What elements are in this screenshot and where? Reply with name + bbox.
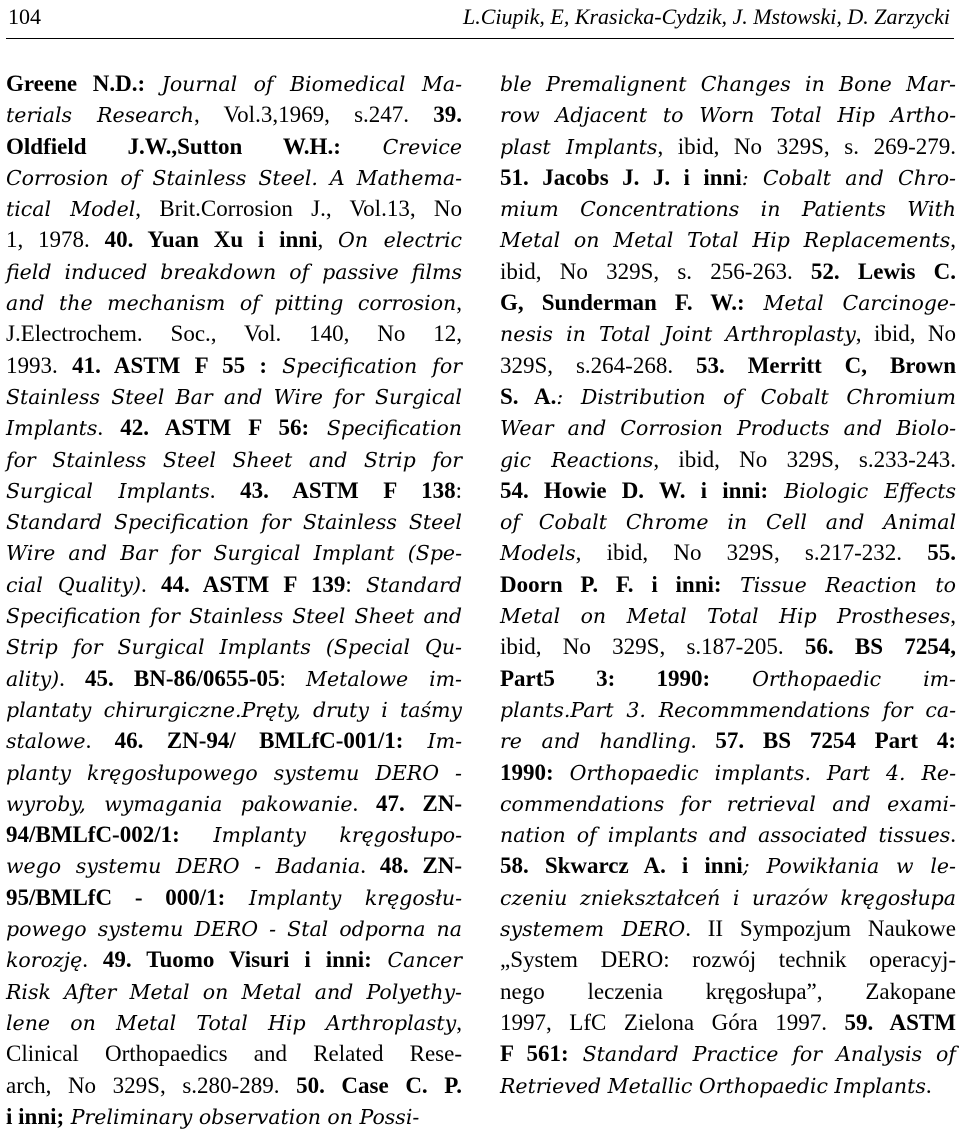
reference-line — [6, 788, 462, 819]
text-run: 46. ZN-94/ BMLfC-001/1: — [114, 728, 404, 754]
reference-line — [500, 412, 956, 443]
text-run: , Brit.Corrosion J., Vol.13, No — [135, 196, 462, 222]
text-run: Biologic Effects — [768, 478, 956, 503]
text-run: Part5 3: 1990: — [500, 665, 711, 691]
reference-line — [6, 287, 462, 318]
text-run: Orthopaedic implants. Part 4. Re- — [553, 760, 956, 785]
text-run: Implanty kręgosłu- — [225, 885, 462, 910]
text-run: tical Model — [6, 197, 136, 222]
reference-line — [500, 350, 956, 381]
reference-line — [500, 537, 956, 568]
text-run: Risk After Metal on Metal and Polyethy- — [6, 979, 462, 1004]
text-run: . — [141, 571, 161, 597]
text-run: Metal on Metal Total Hip Prostheses — [500, 604, 951, 629]
text-run: of Cobalt Chrome in Cell and Animal — [500, 510, 956, 535]
text-run: Crevice — [340, 134, 462, 159]
reference-line — [500, 99, 956, 130]
reference-line — [500, 162, 956, 193]
text-run: planty kręgosłupowego systemu DERO - — [6, 760, 462, 785]
text-run: „System DERO: rozwój technik operacyj- — [500, 947, 956, 973]
text-run: 1997, LfC Zielona Góra 1997. — [500, 1009, 845, 1035]
text-run: Stainless Steel Bar and Wire for Surgical — [6, 384, 462, 409]
reference-line — [500, 1070, 956, 1101]
reference-line — [500, 694, 956, 725]
text-run: korozję — [6, 948, 83, 973]
text-run: : — [279, 665, 307, 691]
reference-line — [500, 475, 956, 506]
text-run: 40. Yuan Xu i inni — [104, 227, 318, 253]
reference-line — [6, 1101, 462, 1132]
running-head-authors: L.Ciupik, E, Krasicka-Cydzik, J. Mstowski, D. Zarzycki — [462, 4, 950, 29]
text-run: 39. — [433, 102, 463, 128]
text-run: , — [950, 227, 956, 253]
reference-line — [6, 976, 462, 1007]
reference-line — [500, 757, 956, 788]
reference-line — [6, 162, 462, 193]
reference-line — [6, 350, 462, 381]
text-run: . — [97, 415, 121, 441]
text-run: . — [352, 790, 376, 816]
reference-line — [6, 757, 462, 788]
text-run: Standard Practice for Analysis of — [568, 1042, 956, 1067]
reference-line — [6, 224, 462, 255]
text-run: , ibid, No — [855, 321, 956, 347]
text-run: powego systemu DERO - Stal odporna na — [6, 917, 462, 942]
text-run: , ibid, No 329S, s.233-243. — [653, 446, 956, 472]
reference-line — [500, 788, 956, 819]
text-run: terials Research — [6, 103, 194, 128]
text-run: gic Reactions — [500, 447, 654, 472]
text-run: Orthopaedic im- — [710, 666, 956, 691]
text-run: 54. Howie D. W. i inni: — [500, 477, 769, 503]
text-run: Clinical Orthopaedics and Related Rese- — [6, 1041, 462, 1067]
text-run: ibid, No 329S, s.187-205. — [500, 634, 805, 660]
text-run: Implants — [6, 416, 98, 441]
text-run: 52. Lewis C. — [810, 258, 956, 284]
text-run: , Vol.3,1969, s.247. — [193, 102, 434, 128]
text-run: Specification for — [267, 353, 462, 378]
reference-line — [500, 256, 956, 287]
reference-line — [6, 193, 462, 224]
text-run: lene on Metal Total Hip Arthroplasty — [6, 1010, 457, 1035]
text-run: 48. ZN- — [379, 853, 462, 879]
reference-line — [500, 976, 956, 1007]
text-run: , — [317, 227, 339, 253]
reference-line — [6, 819, 462, 850]
text-run: F 561: — [500, 1041, 569, 1067]
text-run: Doorn P. F. i inni: — [500, 571, 722, 597]
text-run: 1990: — [500, 759, 554, 785]
text-run: . — [82, 947, 103, 973]
reference-line — [6, 318, 462, 349]
text-run: , — [950, 603, 956, 629]
text-run: Wear and Corrosion Products and Biolo- — [500, 416, 956, 441]
reference-line — [6, 506, 462, 537]
text-run: plantaty chirurgiczne.Pręty, druty i taśmy — [6, 697, 462, 722]
text-run: plast Implants — [500, 134, 658, 159]
text-run: On electric — [338, 228, 463, 253]
text-run: 95/BMLfC - 000/1: — [6, 884, 226, 910]
text-run: 44. ASTM F 139 — [161, 571, 346, 597]
reference-line — [6, 663, 462, 694]
text-run: nesis in Total Joint Arthroplasty — [500, 322, 856, 347]
text-run: Metal on Metal Total Hip Replacements — [500, 228, 951, 253]
text-run: 50. Case C. P. — [296, 1072, 462, 1098]
text-run: 59. ASTM — [844, 1009, 956, 1035]
text-run: . — [209, 477, 241, 503]
text-run: . — [59, 665, 86, 691]
text-run: , — [456, 290, 462, 316]
text-run: Implanty kręgosłupo- — [179, 823, 462, 848]
text-run: 94/BMLfC-002/1: — [6, 822, 180, 848]
text-run: Specification — [309, 416, 462, 441]
text-run: : Distribution of Cobalt Chromium — [556, 384, 956, 409]
text-run: wyroby, wymagania pakowanie — [6, 791, 353, 816]
text-run: G, Sunderman F. W.: — [500, 290, 745, 316]
text-run: J.Electrochem. Soc., Vol. 140, No 12, — [6, 321, 462, 347]
references-right-column — [500, 68, 956, 1101]
page-number: 104 — [8, 4, 41, 29]
reference-line — [500, 506, 956, 537]
reference-line — [6, 68, 462, 99]
reference-line — [500, 569, 956, 600]
reference-line — [6, 569, 462, 600]
text-run: , ibid, No 329S, s. 269-279. — [657, 133, 956, 159]
reference-line — [500, 1038, 956, 1069]
text-run: Journal of Biomedical Ma- — [145, 72, 462, 96]
references-left-column — [6, 68, 462, 1132]
text-run: . II Sympozjum Naukowe — [685, 916, 956, 942]
text-run: , ibid, No 329S, s.217-232. — [575, 540, 928, 566]
reference-line — [6, 882, 462, 913]
text-run: Greene N.D.: — [6, 71, 146, 96]
text-run: Cancer — [371, 948, 463, 973]
text-run: Standard Specification for Stainless Steel — [6, 510, 462, 535]
text-run: . — [360, 853, 380, 879]
text-run: 1993. — [6, 352, 73, 378]
reference-line — [6, 444, 462, 475]
text-run: . — [690, 728, 716, 754]
text-run: Preliminary observation on Possi- — [64, 1104, 420, 1129]
text-run: ; Powikłania w le- — [742, 854, 956, 879]
text-run: stalowe — [6, 729, 86, 754]
text-run: ibid, No 329S, s. 256-263. — [500, 258, 811, 284]
text-run: . — [85, 728, 115, 754]
reference-line — [500, 913, 956, 944]
text-run: systemem DERO — [500, 917, 686, 942]
text-run: 42. ASTM F 56: — [120, 415, 310, 441]
text-run: cial Quality) — [6, 572, 141, 597]
reference-line — [6, 537, 462, 568]
reference-line — [6, 256, 462, 287]
text-run: : Cobalt and Chro- — [741, 165, 956, 190]
text-run: S. A. — [500, 383, 557, 409]
text-run: Surgical Implants — [6, 478, 210, 503]
reference-line — [6, 1038, 462, 1069]
reference-line — [500, 444, 956, 475]
text-run: 1, 1978. — [6, 227, 105, 253]
reference-line — [500, 631, 956, 662]
text-run: 329S, s.264-268. — [500, 352, 697, 378]
text-run: wego systemu DERO - Badania — [6, 854, 361, 879]
reference-line — [500, 193, 956, 224]
reference-line — [6, 913, 462, 944]
text-run: : — [345, 571, 367, 597]
reference-line — [500, 224, 956, 255]
text-run: ality) — [6, 666, 60, 691]
reference-line — [6, 475, 462, 506]
text-run: Strip for Surgical Implants (Special Qu- — [6, 635, 462, 660]
text-run: and the mechanism of pitting corrosion — [6, 291, 457, 316]
reference-line — [500, 725, 956, 756]
text-run: . — [925, 1072, 932, 1098]
text-run: Standard — [366, 572, 462, 597]
text-run: ble Premalignent Changes in Bone Mar- — [500, 72, 956, 96]
text-run: Metal Carcinoge- — [744, 291, 956, 316]
text-run: commendations for retrieval and exami- — [500, 791, 956, 816]
reference-line — [500, 381, 956, 412]
text-run: Tissue Reaction to — [721, 572, 956, 597]
reference-line — [500, 663, 956, 694]
reference-line — [500, 850, 956, 881]
reference-line — [6, 600, 462, 631]
reference-line — [6, 631, 462, 662]
reference-line — [500, 600, 956, 631]
text-run: Corrosion of Stainless Steel. A Mathema- — [6, 165, 462, 190]
text-run: mium Concentrations in Patients With — [500, 197, 956, 222]
text-run: 47. ZN- — [375, 790, 462, 816]
text-run: Retrieved Metallic Orthopaedic Implants — [500, 1073, 926, 1098]
text-run: 55. — [927, 540, 956, 566]
reference-line — [500, 1007, 956, 1038]
text-run: 45. BN-86/0655-05 — [85, 665, 280, 691]
text-run: 49. Tuomo Visuri i inni: — [102, 947, 372, 973]
text-run: czeniu zniekształceń i urazów kręgosłupa — [500, 885, 956, 910]
text-run: field induced breakdown of passive films — [6, 259, 462, 284]
reference-line — [6, 694, 462, 725]
text-run: , — [456, 1009, 462, 1035]
text-run: : — [455, 477, 462, 503]
text-run: for Stainless Steel Sheet and Strip for — [6, 447, 462, 472]
reference-line — [500, 68, 956, 99]
reference-line — [6, 412, 462, 443]
reference-line — [6, 725, 462, 756]
text-run: row Adjacent to Worn Total Hip Artho- — [500, 103, 956, 128]
reference-line — [500, 287, 956, 318]
reference-line — [500, 819, 956, 850]
text-run: re and handling — [500, 729, 691, 754]
text-run: Oldfield J.W.,Sutton W.H.: — [6, 133, 341, 159]
text-run: arch, No 329S, s.280-289. — [6, 1072, 297, 1098]
page-header — [6, 2, 954, 39]
reference-line — [6, 131, 462, 162]
text-run: 41. ASTM F 55 : — [72, 352, 268, 378]
text-run: Wire and Bar for Surgical Implant (Spe- — [6, 541, 462, 566]
text-run: i inni; — [6, 1103, 65, 1129]
text-run: 56. BS 7254, — [804, 634, 956, 660]
reference-line — [6, 1070, 462, 1101]
text-run: 53. Merritt C, Brown — [696, 352, 956, 378]
reference-line — [6, 99, 462, 130]
text-run: 51. Jacobs J. J. i inni — [500, 164, 742, 190]
reference-line — [500, 131, 956, 162]
text-run: plants.Part 3. Recommmendations for ca- — [500, 697, 956, 722]
text-run: 43. ASTM F 138 — [240, 477, 456, 503]
text-run: Models — [500, 541, 576, 566]
reference-line — [500, 882, 956, 913]
text-run: 58. Skwarcz A. i inni — [500, 853, 743, 879]
text-run: Specification for Stainless Steel Sheet and — [6, 604, 462, 629]
reference-line — [6, 381, 462, 412]
text-run: Metalowe im- — [306, 666, 462, 691]
reference-line — [500, 318, 956, 349]
reference-line — [6, 850, 462, 881]
text-run: . — [950, 822, 956, 848]
reference-line — [6, 944, 462, 975]
text-run: Im- — [403, 729, 463, 754]
reference-line — [500, 944, 956, 975]
text-run: nation of implants and associated tissues — [500, 823, 951, 848]
reference-line — [6, 1007, 462, 1038]
text-run: nego leczenia kręgosłupa”, Zakopane — [500, 978, 956, 1004]
text-run: 57. BS 7254 Part 4: — [715, 728, 956, 754]
